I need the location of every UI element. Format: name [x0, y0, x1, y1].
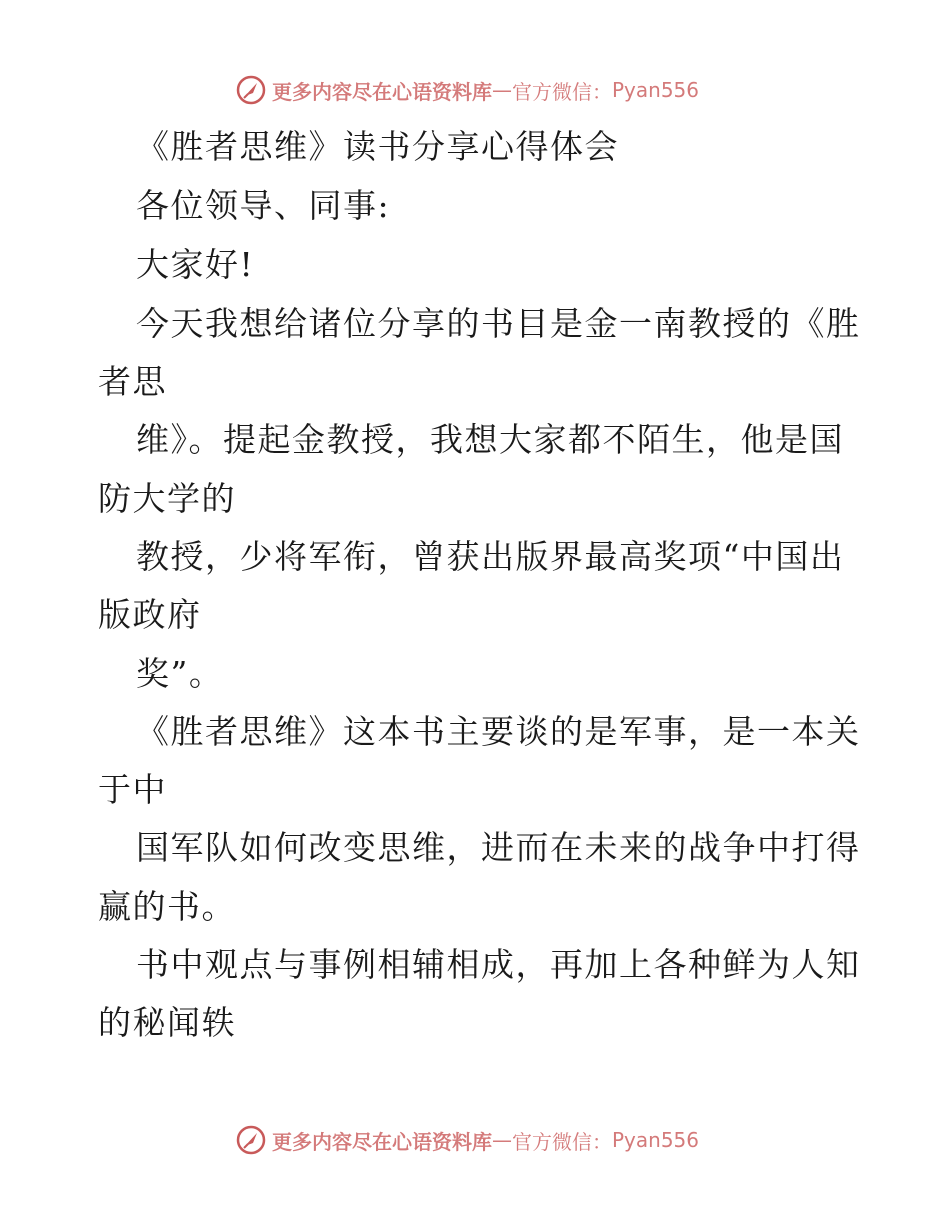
document-line: 版政府 [98, 595, 202, 634]
document-line: 于中 [98, 770, 167, 809]
document-line: 大家好! [136, 245, 255, 284]
document-line: 的秘闻轶 [98, 1003, 236, 1042]
watermark-wechat-id: Pyan556 [612, 1128, 700, 1152]
document-line: 赢的书。 [98, 887, 236, 926]
document-line: 《胜者思维》这本书主要谈的是军事，是一本关 [136, 712, 861, 751]
document-line: 维》。提起金教授，我想大家都不陌生，他是国 [136, 420, 844, 459]
document-title: 《胜者思维》读书分享心得体会 [136, 127, 619, 166]
watermark-wechat-label: 官方微信： [512, 1129, 612, 1154]
document-line: 奖”。 [136, 654, 224, 693]
document-line: 教授，少将军衔，曾获出版界最高奖项“中国出 [136, 537, 845, 576]
footer-watermark [236, 1122, 699, 1158]
watermark-wechat-label: 官方微信： [512, 79, 612, 104]
document-line: 各位领导、同事: [136, 186, 391, 225]
watermark-brand: 更多内容尽在心语资料库 [272, 79, 492, 104]
watermark-dash: — [492, 78, 512, 102]
document-line: 者思 [98, 362, 167, 401]
watermark-wechat-id: Pyan556 [612, 78, 700, 102]
document-line: 今天我想给诸位分享的书目是金一南教授的《胜 [136, 304, 861, 343]
watermark-dash: — [492, 1128, 512, 1152]
document-line: 防大学的 [98, 479, 236, 518]
watermark-brand: 更多内容尽在心语资料库 [272, 1129, 492, 1154]
document-line: 书中观点与事例相辅相成，再加上各种鲜为人知 [136, 945, 861, 984]
quill-logo-icon [236, 1125, 266, 1155]
document-line: 国军队如何改变思维，进而在未来的战争中打得 [136, 828, 861, 867]
